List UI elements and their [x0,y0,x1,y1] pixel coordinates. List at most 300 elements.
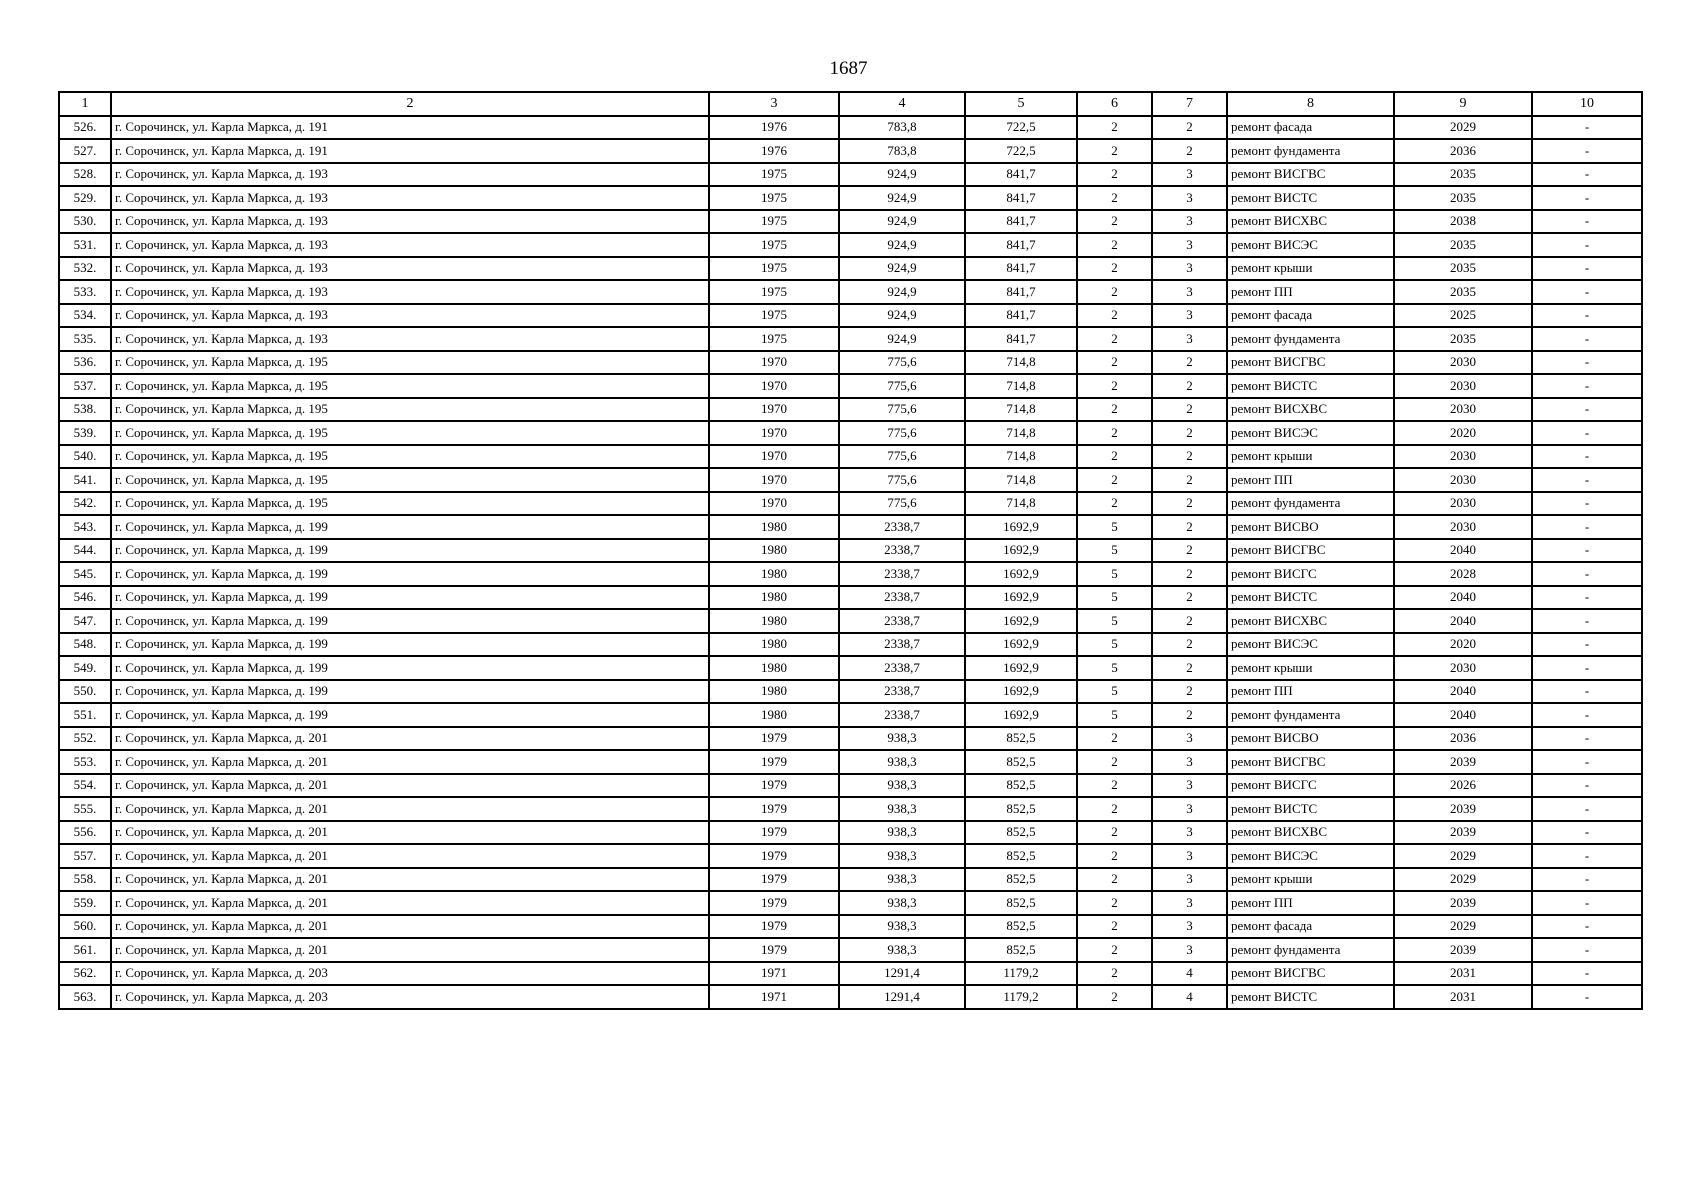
cell-year-built: 1975 [709,210,839,234]
cell-living-area: 852,5 [965,868,1077,892]
cell-row-number: 534. [59,304,111,328]
cell-floors: 2 [1077,774,1152,798]
cell-row-number: 556. [59,821,111,845]
cell-living-area: 841,7 [965,280,1077,304]
cell-row-number: 526. [59,116,111,140]
cell-year-built: 1975 [709,163,839,187]
cell-living-area: 1692,9 [965,680,1077,704]
column-header-3: 3 [709,92,839,116]
cell-entrances: 4 [1152,985,1227,1009]
cell-year-built: 1980 [709,656,839,680]
column-header-2: 2 [111,92,709,116]
table-header [59,92,1642,116]
cell-work-type: ремонт ВИСТС [1227,374,1394,398]
cell-total-area: 938,3 [839,797,965,821]
cell-work-type: ремонт ПП [1227,468,1394,492]
cell-total-area: 2338,7 [839,586,965,610]
cell-planned-year: 2031 [1394,962,1532,986]
table-row [59,233,1642,257]
cell-living-area: 841,7 [965,304,1077,328]
cell-total-area: 924,9 [839,304,965,328]
cell-floors: 2 [1077,492,1152,516]
cell-floors: 2 [1077,821,1152,845]
cell-note: - [1532,562,1642,586]
cell-row-number: 550. [59,680,111,704]
table-row [59,915,1642,939]
cell-total-area: 2338,7 [839,539,965,563]
cell-note: - [1532,656,1642,680]
cell-work-type: ремонт фундамента [1227,327,1394,351]
cell-row-number: 540. [59,445,111,469]
table-row [59,821,1642,845]
cell-total-area: 2338,7 [839,633,965,657]
cell-work-type: ремонт ВИСГВС [1227,539,1394,563]
cell-note: - [1532,586,1642,610]
cell-row-number: 551. [59,703,111,727]
cell-row-number: 527. [59,139,111,163]
cell-entrances: 3 [1152,280,1227,304]
cell-address: г. Сорочинск, ул. Карла Маркса, д. 199 [111,539,709,563]
cell-planned-year: 2035 [1394,327,1532,351]
cell-floors: 2 [1077,280,1152,304]
cell-year-built: 1979 [709,774,839,798]
cell-note: - [1532,374,1642,398]
cell-planned-year: 2030 [1394,398,1532,422]
cell-total-area: 924,9 [839,327,965,351]
cell-entrances: 2 [1152,139,1227,163]
cell-floors: 2 [1077,750,1152,774]
cell-year-built: 1980 [709,586,839,610]
cell-floors: 2 [1077,868,1152,892]
table-row [59,445,1642,469]
cell-entrances: 2 [1152,351,1227,375]
cell-year-built: 1979 [709,844,839,868]
cell-address: г. Сорочинск, ул. Карла Маркса, д. 195 [111,445,709,469]
cell-work-type: ремонт ВИСХВС [1227,609,1394,633]
cell-year-built: 1980 [709,703,839,727]
cell-entrances: 2 [1152,515,1227,539]
cell-note: - [1532,938,1642,962]
cell-work-type: ремонт крыши [1227,257,1394,281]
cell-year-built: 1980 [709,562,839,586]
cell-row-number: 555. [59,797,111,821]
table-row [59,163,1642,187]
cell-year-built: 1970 [709,398,839,422]
cell-floors: 2 [1077,891,1152,915]
cell-note: - [1532,821,1642,845]
cell-row-number: 535. [59,327,111,351]
cell-total-area: 775,6 [839,398,965,422]
cell-row-number: 531. [59,233,111,257]
cell-note: - [1532,492,1642,516]
table-row [59,492,1642,516]
cell-address: г. Сорочинск, ул. Карла Маркса, д. 195 [111,468,709,492]
cell-row-number: 537. [59,374,111,398]
cell-work-type: ремонт фасада [1227,915,1394,939]
cell-note: - [1532,186,1642,210]
cell-planned-year: 2036 [1394,727,1532,751]
table-row [59,727,1642,751]
table-row [59,774,1642,798]
cell-work-type: ремонт ВИСХВС [1227,821,1394,845]
table-row [59,680,1642,704]
cell-row-number: 560. [59,915,111,939]
cell-work-type: ремонт ПП [1227,280,1394,304]
cell-entrances: 3 [1152,797,1227,821]
cell-floors: 2 [1077,210,1152,234]
cell-work-type: ремонт крыши [1227,656,1394,680]
cell-planned-year: 2035 [1394,280,1532,304]
cell-living-area: 714,8 [965,421,1077,445]
cell-total-area: 938,3 [839,727,965,751]
cell-row-number: 539. [59,421,111,445]
cell-living-area: 1692,9 [965,586,1077,610]
table-row [59,891,1642,915]
cell-address: г. Сорочинск, ул. Карла Маркса, д. 201 [111,844,709,868]
cell-floors: 2 [1077,304,1152,328]
cell-note: - [1532,210,1642,234]
cell-year-built: 1979 [709,938,839,962]
cell-floors: 5 [1077,586,1152,610]
cell-floors: 5 [1077,633,1152,657]
cell-year-built: 1975 [709,233,839,257]
column-header-9: 9 [1394,92,1532,116]
cell-living-area: 714,8 [965,492,1077,516]
table-row [59,210,1642,234]
cell-total-area: 775,6 [839,421,965,445]
cell-work-type: ремонт ВИСГС [1227,562,1394,586]
cell-work-type: ремонт ВИСТС [1227,985,1394,1009]
cell-year-built: 1979 [709,727,839,751]
cell-note: - [1532,327,1642,351]
cell-year-built: 1980 [709,680,839,704]
cell-planned-year: 2020 [1394,421,1532,445]
cell-row-number: 536. [59,351,111,375]
cell-total-area: 938,3 [839,821,965,845]
cell-row-number: 542. [59,492,111,516]
cell-planned-year: 2029 [1394,844,1532,868]
cell-address: г. Сорочинск, ул. Карла Маркса, д. 199 [111,515,709,539]
cell-living-area: 1692,9 [965,633,1077,657]
cell-living-area: 852,5 [965,797,1077,821]
cell-address: г. Сорочинск, ул. Карла Маркса, д. 201 [111,891,709,915]
cell-entrances: 3 [1152,915,1227,939]
cell-work-type: ремонт ВИСТС [1227,586,1394,610]
cell-entrances: 3 [1152,233,1227,257]
cell-row-number: 532. [59,257,111,281]
cell-planned-year: 2030 [1394,515,1532,539]
cell-row-number: 562. [59,962,111,986]
cell-address: г. Сорочинск, ул. Карла Маркса, д. 201 [111,727,709,751]
cell-total-area: 938,3 [839,891,965,915]
cell-year-built: 1970 [709,374,839,398]
cell-note: - [1532,351,1642,375]
cell-row-number: 548. [59,633,111,657]
cell-note: - [1532,304,1642,328]
cell-work-type: ремонт ВИСГВС [1227,351,1394,375]
cell-address: г. Сорочинск, ул. Карла Маркса, д. 203 [111,985,709,1009]
cell-floors: 2 [1077,797,1152,821]
cell-address: г. Сорочинск, ул. Карла Маркса, д. 193 [111,186,709,210]
cell-total-area: 1291,4 [839,985,965,1009]
cell-note: - [1532,445,1642,469]
cell-living-area: 841,7 [965,210,1077,234]
cell-row-number: 563. [59,985,111,1009]
cell-note: - [1532,116,1642,140]
cell-note: - [1532,633,1642,657]
cell-address: г. Сорочинск, ул. Карла Маркса, д. 199 [111,633,709,657]
cell-address: г. Сорочинск, ул. Карла Маркса, д. 199 [111,680,709,704]
table-row [59,186,1642,210]
cell-total-area: 938,3 [839,750,965,774]
table-row [59,280,1642,304]
cell-row-number: 554. [59,774,111,798]
cell-planned-year: 2030 [1394,492,1532,516]
cell-note: - [1532,797,1642,821]
cell-year-built: 1979 [709,821,839,845]
column-header-5: 5 [965,92,1077,116]
table-row [59,398,1642,422]
cell-work-type: ремонт ВИСЭС [1227,233,1394,257]
cell-floors: 2 [1077,844,1152,868]
cell-planned-year: 2035 [1394,163,1532,187]
cell-planned-year: 2039 [1394,821,1532,845]
cell-address: г. Сорочинск, ул. Карла Маркса, д. 199 [111,609,709,633]
cell-address: г. Сорочинск, ул. Карла Маркса, д. 193 [111,327,709,351]
cell-work-type: ремонт ВИСТС [1227,186,1394,210]
cell-work-type: ремонт ПП [1227,891,1394,915]
cell-work-type: ремонт крыши [1227,445,1394,469]
cell-living-area: 714,8 [965,445,1077,469]
cell-address: г. Сорочинск, ул. Карла Маркса, д. 193 [111,257,709,281]
cell-entrances: 3 [1152,727,1227,751]
cell-note: - [1532,515,1642,539]
cell-row-number: 553. [59,750,111,774]
cell-row-number: 538. [59,398,111,422]
table-row [59,703,1642,727]
column-header-7: 7 [1152,92,1227,116]
cell-row-number: 561. [59,938,111,962]
cell-entrances: 3 [1152,938,1227,962]
table-row [59,750,1642,774]
cell-note: - [1532,398,1642,422]
cell-planned-year: 2031 [1394,985,1532,1009]
header-row [59,92,1642,116]
cell-planned-year: 2030 [1394,374,1532,398]
cell-planned-year: 2038 [1394,210,1532,234]
table-row [59,539,1642,563]
cell-total-area: 938,3 [839,868,965,892]
table-row [59,962,1642,986]
cell-entrances: 2 [1152,539,1227,563]
cell-living-area: 722,5 [965,116,1077,140]
cell-living-area: 714,8 [965,351,1077,375]
cell-planned-year: 2029 [1394,868,1532,892]
cell-total-area: 938,3 [839,774,965,798]
page-number: 1687 [829,58,868,79]
cell-year-built: 1975 [709,257,839,281]
cell-total-area: 775,6 [839,374,965,398]
cell-planned-year: 2040 [1394,703,1532,727]
cell-living-area: 852,5 [965,750,1077,774]
cell-row-number: 533. [59,280,111,304]
cell-floors: 2 [1077,398,1152,422]
cell-entrances: 2 [1152,633,1227,657]
cell-planned-year: 2029 [1394,116,1532,140]
cell-living-area: 714,8 [965,374,1077,398]
cell-entrances: 3 [1152,304,1227,328]
cell-address: г. Сорочинск, ул. Карла Маркса, д. 203 [111,962,709,986]
table-row [59,562,1642,586]
cell-work-type: ремонт ВИСЭС [1227,633,1394,657]
cell-planned-year: 2035 [1394,257,1532,281]
column-header-1: 1 [59,92,111,116]
cell-floors: 2 [1077,915,1152,939]
table-row [59,586,1642,610]
cell-entrances: 2 [1152,445,1227,469]
table-row [59,633,1642,657]
cell-floors: 2 [1077,421,1152,445]
cell-note: - [1532,280,1642,304]
cell-planned-year: 2040 [1394,539,1532,563]
cell-work-type: ремонт фундамента [1227,938,1394,962]
table-body [59,116,1642,1009]
cell-living-area: 841,7 [965,233,1077,257]
cell-entrances: 3 [1152,163,1227,187]
cell-year-built: 1979 [709,891,839,915]
cell-total-area: 2338,7 [839,515,965,539]
cell-note: - [1532,468,1642,492]
table-row [59,351,1642,375]
cell-work-type: ремонт фасада [1227,116,1394,140]
cell-floors: 5 [1077,515,1152,539]
cell-total-area: 938,3 [839,844,965,868]
cell-address: г. Сорочинск, ул. Карла Маркса, д. 195 [111,351,709,375]
cell-note: - [1532,868,1642,892]
cell-row-number: 528. [59,163,111,187]
cell-living-area: 1179,2 [965,985,1077,1009]
cell-work-type: ремонт ВИСЭС [1227,421,1394,445]
cell-entrances: 2 [1152,656,1227,680]
cell-planned-year: 2029 [1394,915,1532,939]
cell-work-type: ремонт ВИСТС [1227,797,1394,821]
cell-row-number: 530. [59,210,111,234]
cell-address: г. Сорочинск, ул. Карла Маркса, д. 195 [111,398,709,422]
table-row [59,609,1642,633]
cell-total-area: 2338,7 [839,609,965,633]
cell-note: - [1532,139,1642,163]
cell-year-built: 1976 [709,139,839,163]
cell-living-area: 852,5 [965,821,1077,845]
cell-total-area: 924,9 [839,233,965,257]
cell-row-number: 545. [59,562,111,586]
table-row [59,797,1642,821]
cell-row-number: 557. [59,844,111,868]
cell-entrances: 3 [1152,257,1227,281]
cell-living-area: 852,5 [965,727,1077,751]
cell-total-area: 783,8 [839,116,965,140]
cell-work-type: ремонт ВИСГВС [1227,163,1394,187]
cell-note: - [1532,163,1642,187]
cell-total-area: 2338,7 [839,680,965,704]
cell-note: - [1532,727,1642,751]
cell-note: - [1532,680,1642,704]
cell-floors: 5 [1077,703,1152,727]
cell-work-type: ремонт крыши [1227,868,1394,892]
cell-address: г. Сорочинск, ул. Карла Маркса, д. 195 [111,374,709,398]
cell-total-area: 783,8 [839,139,965,163]
cell-address: г. Сорочинск, ул. Карла Маркса, д. 201 [111,938,709,962]
cell-year-built: 1980 [709,539,839,563]
cell-note: - [1532,962,1642,986]
cell-year-built: 1975 [709,327,839,351]
cell-work-type: ремонт фундамента [1227,492,1394,516]
column-header-6: 6 [1077,92,1152,116]
cell-row-number: 544. [59,539,111,563]
cell-year-built: 1979 [709,915,839,939]
cell-year-built: 1979 [709,750,839,774]
cell-address: г. Сорочинск, ул. Карла Маркса, д. 193 [111,163,709,187]
cell-address: г. Сорочинск, ул. Карла Маркса, д. 191 [111,116,709,140]
cell-address: г. Сорочинск, ул. Карла Маркса, д. 201 [111,915,709,939]
table-row [59,304,1642,328]
table-row [59,116,1642,140]
cell-floors: 2 [1077,727,1152,751]
cell-living-area: 841,7 [965,327,1077,351]
cell-note: - [1532,609,1642,633]
cell-address: г. Сорочинск, ул. Карла Маркса, д. 201 [111,821,709,845]
cell-total-area: 775,6 [839,445,965,469]
cell-year-built: 1975 [709,280,839,304]
cell-living-area: 852,5 [965,938,1077,962]
table-row [59,139,1642,163]
cell-entrances: 3 [1152,844,1227,868]
cell-entrances: 2 [1152,609,1227,633]
cell-planned-year: 2030 [1394,468,1532,492]
cell-living-area: 714,8 [965,398,1077,422]
cell-work-type: ремонт фасада [1227,304,1394,328]
cell-total-area: 938,3 [839,938,965,962]
cell-year-built: 1970 [709,351,839,375]
table-row [59,656,1642,680]
cell-living-area: 1692,9 [965,515,1077,539]
cell-address: г. Сорочинск, ул. Карла Маркса, д. 193 [111,280,709,304]
cell-note: - [1532,421,1642,445]
cell-planned-year: 2030 [1394,445,1532,469]
cell-floors: 5 [1077,656,1152,680]
cell-entrances: 3 [1152,186,1227,210]
cell-total-area: 775,6 [839,492,965,516]
cell-note: - [1532,257,1642,281]
cell-entrances: 2 [1152,492,1227,516]
table-row [59,938,1642,962]
cell-address: г. Сорочинск, ул. Карла Маркса, д. 195 [111,421,709,445]
cell-living-area: 841,7 [965,186,1077,210]
cell-planned-year: 2035 [1394,233,1532,257]
cell-total-area: 924,9 [839,163,965,187]
table-row [59,985,1642,1009]
cell-year-built: 1971 [709,962,839,986]
cell-total-area: 2338,7 [839,703,965,727]
column-header-10: 10 [1532,92,1642,116]
cell-work-type: ремонт ВИСВО [1227,515,1394,539]
cell-year-built: 1970 [709,445,839,469]
cell-floors: 2 [1077,139,1152,163]
cell-row-number: 541. [59,468,111,492]
cell-living-area: 852,5 [965,774,1077,798]
column-header-4: 4 [839,92,965,116]
cell-work-type: ремонт ВИСГВС [1227,750,1394,774]
